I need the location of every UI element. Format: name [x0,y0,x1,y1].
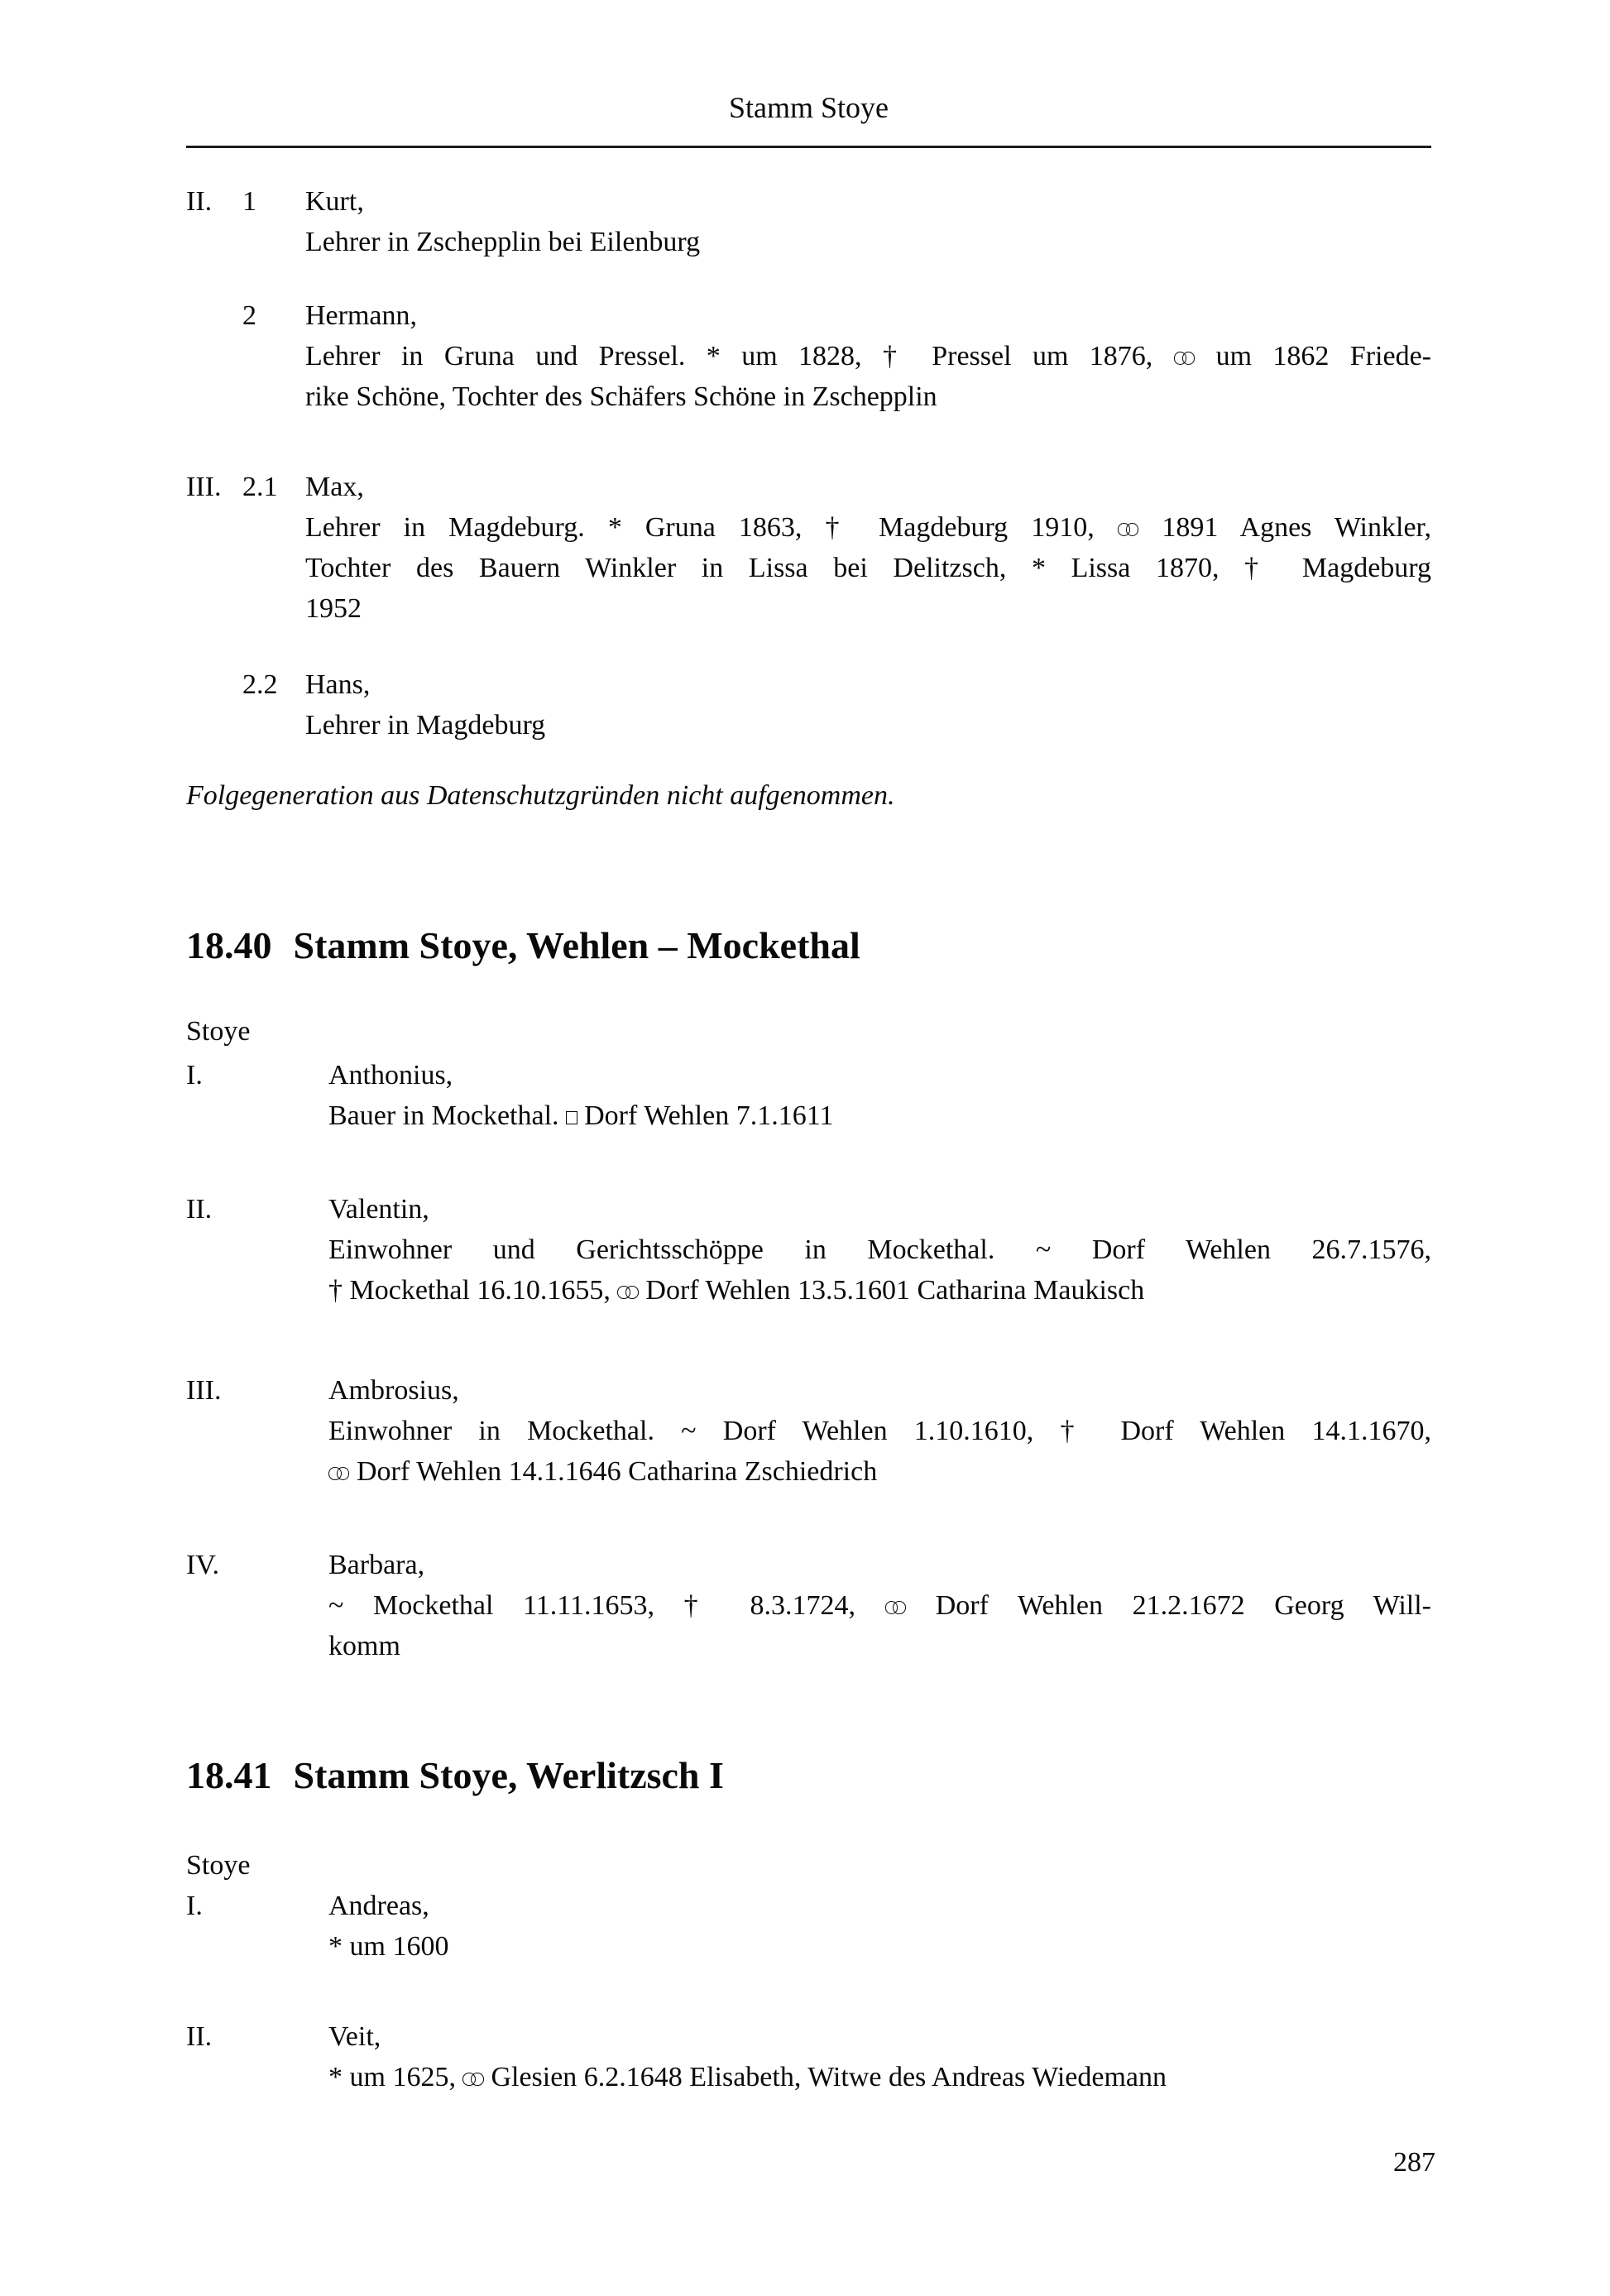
entry-number: 2.2 [242,669,278,700]
entry-line: Lehrer in Gruna und Pressel. * um 1828, † Pressel um 1876, um 1862 Friede- [305,341,1431,371]
generation-numeral: I. [186,1060,203,1090]
person-entry [186,467,1431,629]
marriage-icon [885,1601,906,1614]
entry-line: ~ Mockethal 11.11.1653, † 8.3.1724, Dorf Wehlen 21.2.1672 Georg Will- [328,1590,1431,1621]
running-header: Stamm Stoye [728,91,889,124]
person-name: Veit, [328,2021,381,2052]
page-number: 287 [1393,2147,1435,2178]
person-name: Kurt, [305,186,364,217]
person-entry [186,1189,1431,1311]
page-content [186,181,1431,2097]
section-title: Stamm Stoye, Werlitzsch I [293,1754,724,1796]
generation-numeral: I. [186,1891,203,1921]
entry-number: 1 [242,186,256,217]
marriage-icon [617,1286,638,1299]
marriage-icon [1174,352,1195,365]
entry-line: rike Schöne, Tochter des Schäfers Schöne in Zschepplin [305,381,937,412]
person-entry [186,2016,1431,2097]
section-number: 18.40 [186,924,272,966]
person-name: Hermann, [305,300,418,331]
section-heading [186,1752,1431,1798]
entry-line: * um 1600 [328,1931,449,1962]
entry-line: Lehrer in Magdeburg [305,710,546,741]
section-number: 18.41 [186,1754,272,1796]
person-entry [186,664,1431,745]
generation-numeral: III. [186,1375,222,1406]
person-entry [186,181,1431,262]
marriage-icon [1118,523,1138,536]
person-entry [186,1886,1431,1967]
entry-line: Tochter des Bauern Winkler in Lissa bei Delitzsch, * Lissa 1870, † Magdeburg [305,553,1431,583]
entry-line: * um 1625, Glesien 6.2.1648 Elisabeth, Witwe des Andreas Wiedemann [328,2062,1167,2092]
entry-line: † Mockethal 16.10.1655, Dorf Wehlen 13.5.1601 Catharina Maukisch [328,1275,1145,1306]
marriage-icon [328,1467,349,1480]
entry-line: Einwohner und Gerichtsschöppe in Mockethal. ~ Dorf Wehlen 26.7.1576, [328,1234,1431,1265]
generation-numeral: IV. [186,1550,219,1580]
person-name: Ambrosius, [328,1375,459,1406]
person-entry [186,1370,1431,1492]
generation-numeral: II. [186,2021,213,2052]
entry-number: 2 [242,300,256,331]
privacy-note: Folgegeneration aus Datenschutzgründen nicht aufgenommen. [186,780,895,811]
person-entry [186,1545,1431,1666]
family-name-label: Stoye [186,1850,251,1881]
entry-line: 1952 [305,593,362,624]
person-name: Andreas, [328,1891,429,1921]
section-heading [186,923,1431,968]
entry-number: 2.1 [242,472,278,502]
section-title: Stamm Stoye, Wehlen – Mockethal [293,924,860,966]
person-name: Anthonius, [328,1060,453,1090]
person-name: Valentin, [328,1194,429,1225]
person-entry [186,1055,1431,1136]
person-entry [186,295,1431,417]
person-name: Max, [305,472,364,502]
entry-line: Lehrer in Magdeburg. * Gruna 1863, † Magdeburg 1910, 1891 Agnes Winkler, [305,512,1432,543]
entry-line: Dorf Wehlen 14.1.1646 Catharina Zschiedrich [328,1451,1431,1492]
entry-line: Lehrer in Zschepplin bei Eilenburg [305,227,701,257]
person-name: Hans, [305,669,371,700]
marriage-icon [462,2073,483,2086]
generation-numeral: II. [186,186,213,217]
entry-line: Bauer in Mockethal. Dorf Wehlen 7.1.1611 [328,1100,834,1131]
header-rule [186,146,1431,148]
burial-icon [566,1111,577,1124]
entry-line: Einwohner in Mockethal. ~ Dorf Wehlen 1.10.1610, † Dorf Wehlen 14.1.1670, [328,1416,1431,1446]
person-name: Barbara, [328,1550,425,1580]
generation-numeral: II. [186,1194,213,1225]
entry-line: komm [328,1631,400,1661]
generation-numeral: III. [186,472,222,502]
family-name-label: Stoye [186,1016,251,1047]
